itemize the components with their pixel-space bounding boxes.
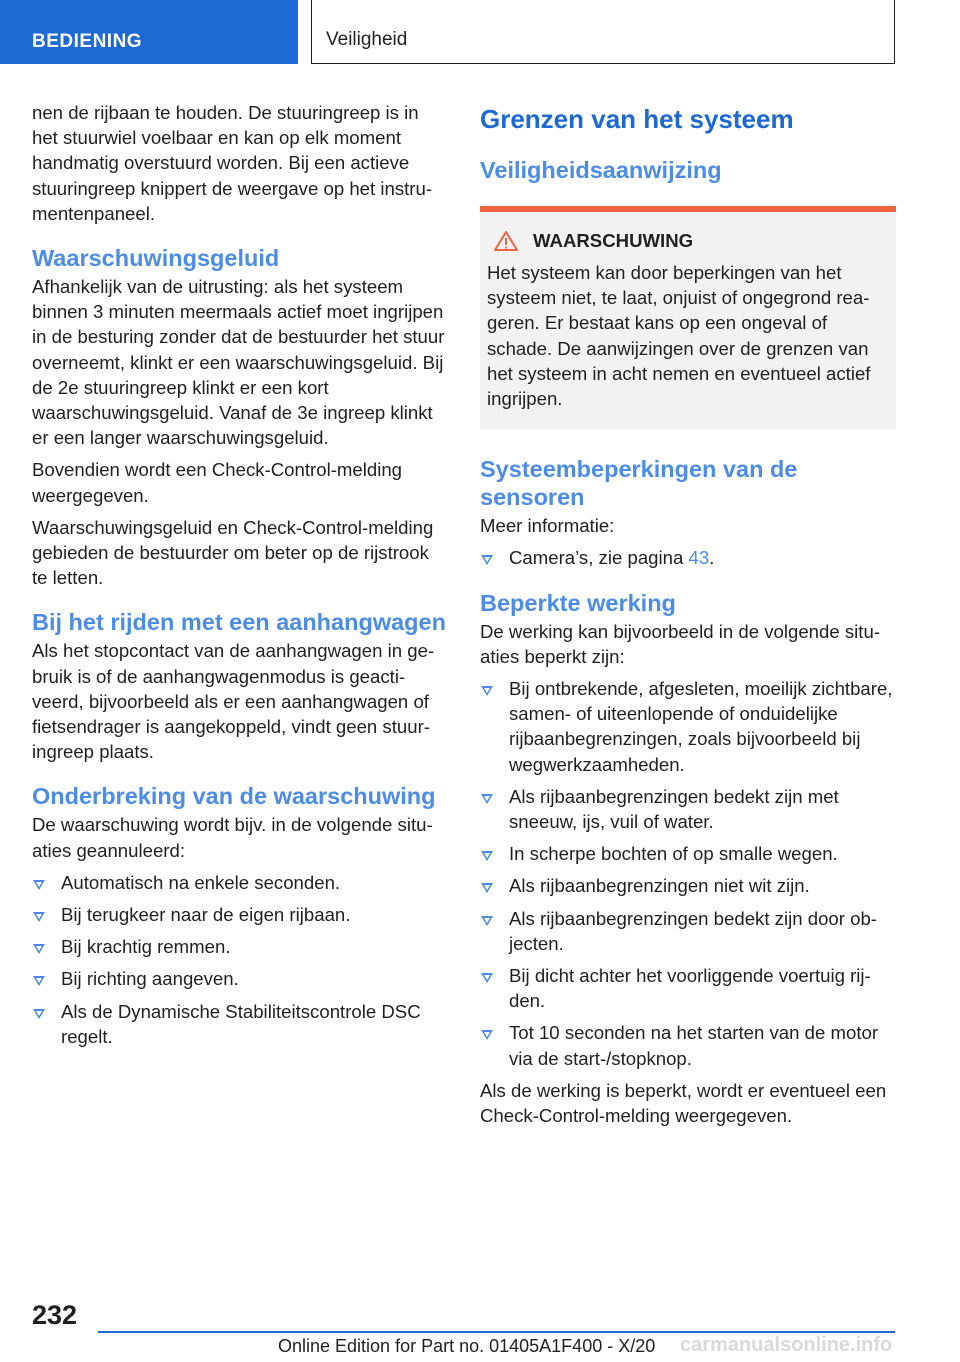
triangle-bullet-icon <box>481 973 493 983</box>
list-item <box>32 999 448 1049</box>
warning-box <box>480 206 896 429</box>
intro-paragraph: nen de rijbaan te houden. De stuuringreep is in het stuurwiel voelbaar en kan op elk moment handmatig overstuurd worden. Bij een actieve stuuringreep knippert de weergave op het instrumentenpaneel. <box>32 102 433 224</box>
list-item-text: Bij terugkeer naar de eigen rijbaan. <box>61 904 351 926</box>
triangle-bullet-icon <box>33 1009 45 1019</box>
warning-text: Het systeem kan door beperkingen van het systeem niet, te laat, onjuist of ongegrond reageren. Er bestaat kans op een ongeval of schade. De aanwijzingen over de grenzen van het systeem in acht nemen en eventueel actief ingrijpen. <box>487 262 871 410</box>
warning-header <box>487 230 889 252</box>
paragraph-sound-3: Waarschuwingsgeluid en Check-Control-melding gebieden de bestuurder om beter op de rijstrook te letten. <box>32 516 434 589</box>
list-item <box>480 873 896 898</box>
heading-interruption: Onderbreking van de waarschuwing <box>32 783 436 810</box>
paragraph-sound-2: Bovendien wordt een Check-Control-melding weergegeven. <box>32 459 403 506</box>
triangle-bullet-icon <box>481 851 493 861</box>
list-item <box>32 934 448 959</box>
triangle-bullet-icon <box>33 912 45 922</box>
triangle-bullet-icon <box>481 1030 493 1040</box>
list-item <box>480 676 896 777</box>
chapter-title: Veiligheid <box>311 0 895 64</box>
paragraph-more-info: Meer informatie: <box>480 515 615 537</box>
triangle-bullet-icon <box>481 794 493 804</box>
list-item-text: Als de Dynamische Stabiliteitscontrole DSC regelt. <box>61 1000 421 1047</box>
list-item <box>32 902 448 927</box>
list-item-text: Camera’s, zie pagina <box>509 547 689 569</box>
edition-text: Online Edition for Part no. 01405A1F400 - X/20 <box>278 1336 656 1356</box>
triangle-bullet-icon <box>481 555 493 565</box>
list-item <box>480 545 896 570</box>
heading-system-limits: Grenzen van het systeem <box>480 104 794 134</box>
list-item <box>32 870 448 895</box>
more-info-list <box>480 545 896 570</box>
page-number: 232 <box>32 1300 78 1330</box>
list-item-text: Als rijbaanbegrenzingen niet wit zijn. <box>509 875 810 897</box>
list-item-suffix: . <box>709 547 715 569</box>
heading-sensor-limits: Systeembeperkingen van de sensoren <box>480 456 798 511</box>
triangle-bullet-icon <box>481 883 493 893</box>
interruption-list <box>32 870 448 1049</box>
warning-title: WAARSCHUWING <box>533 230 694 251</box>
triangle-bullet-icon <box>33 944 45 954</box>
list-item <box>32 966 448 991</box>
warning-triangle-icon <box>493 230 519 252</box>
list-item-text: Bij dicht achter het voorliggende voertuig rijden. <box>509 965 871 1012</box>
list-item-text: Bij richting aangeven. <box>61 968 239 990</box>
list-item-text: Als rijbaanbegrenzingen bedekt zijn door objecten. <box>509 907 877 954</box>
list-item <box>480 1020 896 1070</box>
list-item-text: Bij ontbrekende, afgesleten, moeilijk zichtbare, samen- of uiteenlopende of onduidelijke rijbaanbegrenzingen, zoals bijvoorbeeld bij wegwerkzaamheden. <box>509 678 893 775</box>
heading-limited-operation: Beperkte werking <box>480 589 676 616</box>
list-item-text: In scherpe bochten of op smalle wegen. <box>509 843 838 865</box>
heading-trailer: Bij het rijden met een aanhangwagen <box>32 609 446 636</box>
list-item-text: Bij krachtig remmen. <box>61 936 231 958</box>
triangle-bullet-icon <box>481 686 493 696</box>
list-item <box>480 841 896 866</box>
triangle-bullet-icon <box>33 880 45 890</box>
list-item-text: Als rijbaanbegrenzingen bedekt zijn met sneeuw, ijs, vuil of water. <box>509 785 839 833</box>
limited-list <box>480 676 896 1071</box>
watermark: carmanualsonline.info <box>680 1334 893 1356</box>
list-item-text: Tot 10 seconden na het starten van de motor via de start-/stopknop. <box>509 1022 879 1069</box>
list-item-text: Automatisch na enkele seconden. <box>61 871 341 893</box>
paragraph-limited: De werking kan bijvoorbeeld in de volgende situaties beperkt zijn: <box>480 620 881 667</box>
left-column <box>32 100 448 1056</box>
triangle-bullet-icon <box>33 976 45 986</box>
list-item <box>480 906 896 956</box>
list-item <box>480 784 896 834</box>
footer-divider <box>98 1331 895 1333</box>
heading-warning-sound: Waarschuwingsgeluid <box>32 245 280 272</box>
right-column <box>480 100 896 1135</box>
heading-safety-note: Veiligheidsaanwijzing <box>480 157 722 183</box>
paragraph-trailer: Als het stopcontact van de aanhangwagen in gebruik is of de aanhangwagenmodus is geactiveerd, bijvoorbeeld als er een aanhangwagen of fietsendrager is aangekoppeld, vindt geen stuuringreep plaats. <box>32 640 435 763</box>
section-tab: BEDIENING <box>0 0 298 64</box>
paragraph-sound-1: Afhankelijk van de uitrusting: als het systeem binnen 3 minuten meermaals actief moet ingrijpen in de besturing zonder dat de bestuurder het stuur overneemt, klinkt er een waarschuwingsgeluid. Bij de 2e stuuringreep klinkt er een kort waarschuwingsgeluid. Vanaf de 3e ingreep klinkt er een langer waarschuwingsgeluid. <box>32 276 445 449</box>
paragraph-interruption: De waarschuwing wordt bijv. in de volgende situaties geannuleerd: <box>32 814 433 861</box>
list-item <box>480 963 896 1013</box>
page-link[interactable]: 43 <box>688 547 710 569</box>
paragraph-final: Als de werking is beperkt, wordt er eventueel een Check-Control-melding weergegeven. <box>480 1079 887 1127</box>
triangle-bullet-icon <box>481 916 493 926</box>
